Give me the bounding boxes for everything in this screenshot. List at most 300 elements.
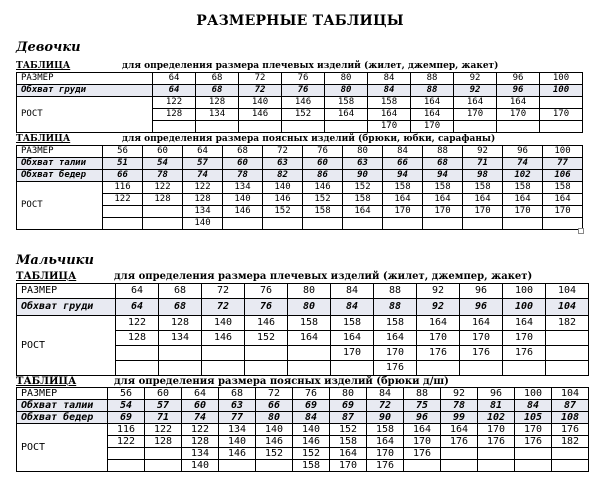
chest-cell: 96 [460, 299, 503, 316]
height-cell [143, 218, 183, 230]
chest-cell: 80 [288, 299, 331, 316]
size-cell: 96 [460, 284, 503, 299]
height-label: РОСТ [17, 424, 108, 472]
height-cell [503, 361, 546, 376]
height-cell: 164 [460, 316, 503, 331]
height-cell: 158 [330, 436, 367, 448]
waist-cell: 74 [503, 158, 543, 170]
height-cell [552, 460, 589, 472]
waist-cell: 63 [343, 158, 383, 170]
height-cell: 170 [417, 331, 460, 346]
chest-cell: 76 [282, 85, 325, 97]
height-cell [108, 448, 145, 460]
height-cell: 146 [282, 97, 325, 109]
hips-cell: 66 [103, 170, 143, 182]
chest-cell: 72 [239, 85, 282, 97]
height-cell: 164 [543, 194, 583, 206]
height-cell [202, 361, 245, 376]
hips-cell: 90 [367, 412, 404, 424]
height-cell: 146 [263, 194, 303, 206]
height-cell [223, 218, 263, 230]
size-cell: 72 [202, 284, 245, 299]
height-cell [239, 121, 282, 133]
height-cell: 170 [460, 331, 503, 346]
height-cell: 164 [497, 97, 540, 109]
boys-bottom-caption [16, 376, 449, 387]
height-cell: 176 [552, 424, 589, 436]
chest-cell: 68 [159, 299, 202, 316]
height-cell [108, 460, 145, 472]
size-cell: 84 [331, 284, 374, 299]
boys-bottom-table-desc: для определения размера поясных изделий (брюки д/ш) [114, 376, 449, 387]
chest-cell: 96 [497, 85, 540, 97]
hips-cell: 94 [423, 170, 463, 182]
height-cell: 140 [293, 424, 330, 436]
height-cell [404, 460, 441, 472]
height-cell [552, 448, 589, 460]
height-cell: 170 [503, 206, 543, 218]
height-cell: 176 [503, 346, 546, 361]
height-cell: 122 [116, 316, 159, 331]
waist-cell: 63 [263, 158, 303, 170]
size-cell: 64 [183, 146, 223, 158]
height-cell [325, 121, 368, 133]
height-cell: 164 [423, 194, 463, 206]
size-cell: 76 [303, 146, 343, 158]
height-cell [478, 448, 515, 460]
height-cell: 164 [503, 316, 546, 331]
height-cell: 170 [515, 424, 552, 436]
height-cell: 170 [497, 109, 540, 121]
height-cell: 176 [515, 436, 552, 448]
size-cell: 72 [239, 73, 282, 85]
height-cell [245, 361, 288, 376]
size-cell: 84 [367, 388, 404, 400]
height-cell: 140 [202, 316, 245, 331]
height-cell: 146 [202, 331, 245, 346]
size-label: РАЗМЕР [17, 73, 153, 85]
height-cell: 164 [343, 206, 383, 218]
height-cell [543, 218, 583, 230]
waist-label: Обхват талии [17, 400, 108, 412]
height-cell [116, 346, 159, 361]
height-cell: 146 [219, 448, 256, 460]
size-cell: 100 [540, 73, 583, 85]
chest-cell: 80 [325, 85, 368, 97]
height-cell: 152 [303, 194, 343, 206]
height-cell: 170 [383, 206, 423, 218]
height-cell [303, 218, 343, 230]
waist-cell: 66 [256, 400, 293, 412]
height-cell: 164 [463, 194, 503, 206]
size-cell: 80 [288, 284, 331, 299]
hips-cell: 84 [293, 412, 330, 424]
height-cell: 158 [374, 316, 417, 331]
boys-bottom-table-name: ТАБЛИЦА [16, 376, 77, 387]
height-cell [546, 331, 589, 346]
waist-cell: 87 [552, 400, 589, 412]
waist-cell: 57 [183, 158, 223, 170]
height-cell: 164 [454, 97, 497, 109]
height-cell: 164 [404, 424, 441, 436]
size-cell: 68 [223, 146, 263, 158]
waist-cell: 54 [108, 400, 145, 412]
height-cell: 176 [404, 448, 441, 460]
height-cell: 158 [463, 182, 503, 194]
height-cell: 170 [330, 460, 367, 472]
hips-cell: 82 [263, 170, 303, 182]
height-cell: 140 [219, 436, 256, 448]
height-cell [116, 361, 159, 376]
height-cell: 170 [368, 121, 411, 133]
height-cell: 170 [503, 331, 546, 346]
chest-cell: 64 [116, 299, 159, 316]
height-cell: 158 [367, 424, 404, 436]
height-cell: 146 [223, 206, 263, 218]
hips-cell: 74 [182, 412, 219, 424]
height-cell [288, 361, 331, 376]
height-cell [383, 218, 423, 230]
waist-cell: 72 [367, 400, 404, 412]
height-cell: 158 [325, 97, 368, 109]
size-cell: 96 [497, 73, 540, 85]
size-cell: 76 [293, 388, 330, 400]
height-cell: 170 [463, 206, 503, 218]
height-cell: 128 [159, 316, 202, 331]
size-cell: 88 [411, 73, 454, 85]
hips-label: Обхват бедер [17, 170, 103, 182]
size-cell: 84 [383, 146, 423, 158]
girls-top-table [16, 72, 583, 133]
height-cell: 170 [411, 121, 454, 133]
height-label: РОСТ [17, 97, 153, 133]
height-cell: 146 [293, 436, 330, 448]
size-cell: 100 [503, 284, 546, 299]
waist-label: Обхват талии [17, 158, 103, 170]
height-cell [219, 460, 256, 472]
hips-row [17, 412, 589, 424]
waist-cell: 63 [219, 400, 256, 412]
hips-label: Обхват бедер [17, 412, 108, 424]
girls-top-table-name: ТАБЛИЦА [16, 61, 71, 71]
height-cell [515, 460, 552, 472]
hips-cell: 108 [552, 412, 589, 424]
height-cell: 158 [288, 316, 331, 331]
chest-label: Обхват груди [17, 85, 153, 97]
size-cell: 80 [330, 388, 367, 400]
height-cell [423, 218, 463, 230]
height-cell: 164 [288, 331, 331, 346]
waist-cell: 81 [478, 400, 515, 412]
waist-cell: 60 [223, 158, 263, 170]
waist-cell: 71 [463, 158, 503, 170]
height-cell: 164 [331, 331, 374, 346]
waist-row [17, 158, 583, 170]
size-cell: 72 [263, 146, 303, 158]
size-row [17, 284, 589, 299]
height-cell: 164 [441, 424, 478, 436]
height-cell: 134 [159, 331, 202, 346]
height-cell: 152 [330, 424, 367, 436]
height-cell: 140 [239, 97, 282, 109]
height-cell: 176 [417, 346, 460, 361]
chest-cell: 104 [546, 299, 589, 316]
height-cell [454, 121, 497, 133]
height-cell: 170 [367, 448, 404, 460]
chest-cell: 76 [245, 299, 288, 316]
size-cell: 84 [368, 73, 411, 85]
height-cell: 134 [223, 182, 263, 194]
size-cell: 56 [108, 388, 145, 400]
height-cell: 158 [543, 182, 583, 194]
height-cell: 128 [196, 97, 239, 109]
height-cell [546, 361, 589, 376]
height-cell [441, 460, 478, 472]
height-cell [417, 361, 460, 376]
size-row [17, 388, 589, 400]
height-cell: 116 [108, 424, 145, 436]
size-cell: 92 [417, 284, 460, 299]
height-cell: 146 [303, 182, 343, 194]
height-cell: 140 [256, 424, 293, 436]
height-cell: 170 [374, 346, 417, 361]
height-cell: 134 [182, 448, 219, 460]
height-row [17, 97, 583, 109]
hips-cell: 80 [256, 412, 293, 424]
waist-cell: 60 [182, 400, 219, 412]
waist-cell: 77 [543, 158, 583, 170]
height-cell [540, 121, 583, 133]
size-row [17, 73, 583, 85]
height-cell: 158 [503, 182, 543, 194]
height-cell: 158 [343, 194, 383, 206]
size-cell: 64 [182, 388, 219, 400]
chest-cell: 88 [411, 85, 454, 97]
chest-cell: 100 [540, 85, 583, 97]
boys-heading: Мальчики [16, 253, 94, 268]
height-cell [103, 206, 143, 218]
height-cell: 182 [546, 316, 589, 331]
chest-cell: 72 [202, 299, 245, 316]
girls-bottom-table [16, 145, 583, 230]
waist-cell: 54 [143, 158, 183, 170]
height-cell: 164 [367, 436, 404, 448]
height-cell [145, 460, 182, 472]
height-cell [256, 460, 293, 472]
size-cell: 68 [159, 284, 202, 299]
height-cell: 128 [145, 436, 182, 448]
height-cell: 164 [503, 194, 543, 206]
chest-row [17, 85, 583, 97]
height-cell: 134 [196, 109, 239, 121]
height-cell [103, 218, 143, 230]
hips-cell: 90 [343, 170, 383, 182]
height-cell: 140 [182, 460, 219, 472]
height-cell: 176 [374, 361, 417, 376]
height-cell [143, 206, 183, 218]
chest-cell: 64 [153, 85, 196, 97]
height-cell: 158 [423, 182, 463, 194]
height-cell: 140 [183, 218, 223, 230]
boys-bottom-table [16, 387, 589, 472]
waist-cell: 78 [441, 400, 478, 412]
height-cell: 164 [330, 448, 367, 460]
boys-top-caption [16, 271, 533, 282]
size-cell: 92 [441, 388, 478, 400]
height-cell: 140 [263, 182, 303, 194]
size-cell: 104 [546, 284, 589, 299]
chest-label: Обхват груди [17, 299, 116, 316]
height-cell: 170 [423, 206, 463, 218]
hips-cell: 78 [143, 170, 183, 182]
height-cell: 170 [543, 206, 583, 218]
size-cell: 96 [478, 388, 515, 400]
hips-cell: 94 [383, 170, 423, 182]
height-cell [331, 361, 374, 376]
height-cell [478, 460, 515, 472]
height-cell: 146 [239, 109, 282, 121]
hips-cell: 74 [183, 170, 223, 182]
height-cell: 176 [478, 436, 515, 448]
chest-cell: 92 [454, 85, 497, 97]
hips-row [17, 170, 583, 182]
hips-cell: 77 [219, 412, 256, 424]
height-cell: 146 [256, 436, 293, 448]
size-cell: 80 [325, 73, 368, 85]
height-cell: 158 [383, 182, 423, 194]
size-cell: 72 [256, 388, 293, 400]
waist-cell: 51 [103, 158, 143, 170]
height-cell: 164 [325, 109, 368, 121]
height-cell: 170 [454, 109, 497, 121]
height-cell: 122 [143, 182, 183, 194]
size-row [17, 146, 583, 158]
height-cell: 164 [411, 109, 454, 121]
height-cell: 122 [182, 424, 219, 436]
hips-cell: 86 [303, 170, 343, 182]
height-cell [159, 361, 202, 376]
height-cell: 134 [183, 206, 223, 218]
size-cell: 88 [404, 388, 441, 400]
height-cell: 170 [331, 346, 374, 361]
girls-bottom-caption [16, 134, 496, 144]
chest-cell: 68 [196, 85, 239, 97]
height-cell [460, 361, 503, 376]
height-cell: 134 [219, 424, 256, 436]
height-cell [343, 218, 383, 230]
hips-cell: 106 [543, 170, 583, 182]
size-cell: 68 [219, 388, 256, 400]
boys-top-table [16, 283, 589, 376]
size-label: РАЗМЕР [17, 388, 108, 400]
girls-bottom-table-name: ТАБЛИЦА [16, 134, 71, 144]
hips-cell: 96 [404, 412, 441, 424]
height-cell: 128 [143, 194, 183, 206]
waist-cell: 69 [293, 400, 330, 412]
height-row [17, 182, 583, 194]
height-label: РОСТ [17, 182, 103, 230]
height-cell: 152 [245, 331, 288, 346]
height-cell [497, 121, 540, 133]
size-cell: 100 [515, 388, 552, 400]
boys-top-table-name: ТАБЛИЦА [16, 271, 77, 282]
size-cell: 64 [153, 73, 196, 85]
size-cell: 92 [454, 73, 497, 85]
size-cell: 88 [374, 284, 417, 299]
height-cell [463, 218, 503, 230]
height-cell [202, 346, 245, 361]
height-cell: 122 [145, 424, 182, 436]
height-cell [503, 218, 543, 230]
waist-cell: 68 [423, 158, 463, 170]
boys-top-table-desc: для определения размера плечевых изделий (жилет, джемпер, жакет) [114, 271, 533, 282]
waist-cell: 60 [303, 158, 343, 170]
size-cell: 64 [116, 284, 159, 299]
height-cell: 164 [368, 109, 411, 121]
height-cell [196, 121, 239, 133]
height-cell: 128 [153, 109, 196, 121]
height-cell: 176 [441, 436, 478, 448]
height-cell: 164 [383, 194, 423, 206]
chest-cell: 92 [417, 299, 460, 316]
hips-cell: 102 [503, 170, 543, 182]
height-cell: 158 [303, 206, 343, 218]
waist-cell: 84 [515, 400, 552, 412]
height-cell: 164 [411, 97, 454, 109]
size-label: РАЗМЕР [17, 146, 103, 158]
height-row [17, 316, 589, 331]
girls-top-table-desc: для определения размера плечевых изделий (жилет, джемпер, жакет) [122, 61, 499, 71]
height-cell: 122 [153, 97, 196, 109]
height-row [17, 424, 589, 436]
height-cell [245, 346, 288, 361]
height-cell: 170 [478, 424, 515, 436]
height-cell: 128 [183, 194, 223, 206]
chest-row [17, 299, 589, 316]
table-resize-handle[interactable] [578, 228, 584, 234]
size-cell: 100 [543, 146, 583, 158]
girls-bottom-table-desc: для определения размера поясных изделий (брюки, юбки, сарафаны) [122, 134, 496, 144]
size-cell: 104 [552, 388, 589, 400]
height-cell: 158 [293, 460, 330, 472]
hips-cell: 99 [441, 412, 478, 424]
waist-cell: 57 [145, 400, 182, 412]
waist-cell: 75 [404, 400, 441, 412]
waist-cell: 69 [330, 400, 367, 412]
hips-cell: 87 [330, 412, 367, 424]
height-cell [515, 448, 552, 460]
height-cell: 152 [343, 182, 383, 194]
size-cell: 56 [103, 146, 143, 158]
height-cell [263, 218, 303, 230]
height-cell: 122 [108, 436, 145, 448]
height-cell [282, 121, 325, 133]
size-cell: 68 [196, 73, 239, 85]
page-title: РАЗМЕРНЫЕ ТАБЛИЦЫ [196, 13, 404, 29]
size-cell: 60 [143, 146, 183, 158]
height-cell [546, 346, 589, 361]
height-cell: 128 [182, 436, 219, 448]
chest-cell: 88 [374, 299, 417, 316]
height-cell [159, 346, 202, 361]
height-cell: 122 [103, 194, 143, 206]
height-cell: 176 [460, 346, 503, 361]
chest-cell: 84 [368, 85, 411, 97]
height-cell: 146 [245, 316, 288, 331]
chest-cell: 84 [331, 299, 374, 316]
size-cell: 88 [423, 146, 463, 158]
height-cell: 152 [263, 206, 303, 218]
